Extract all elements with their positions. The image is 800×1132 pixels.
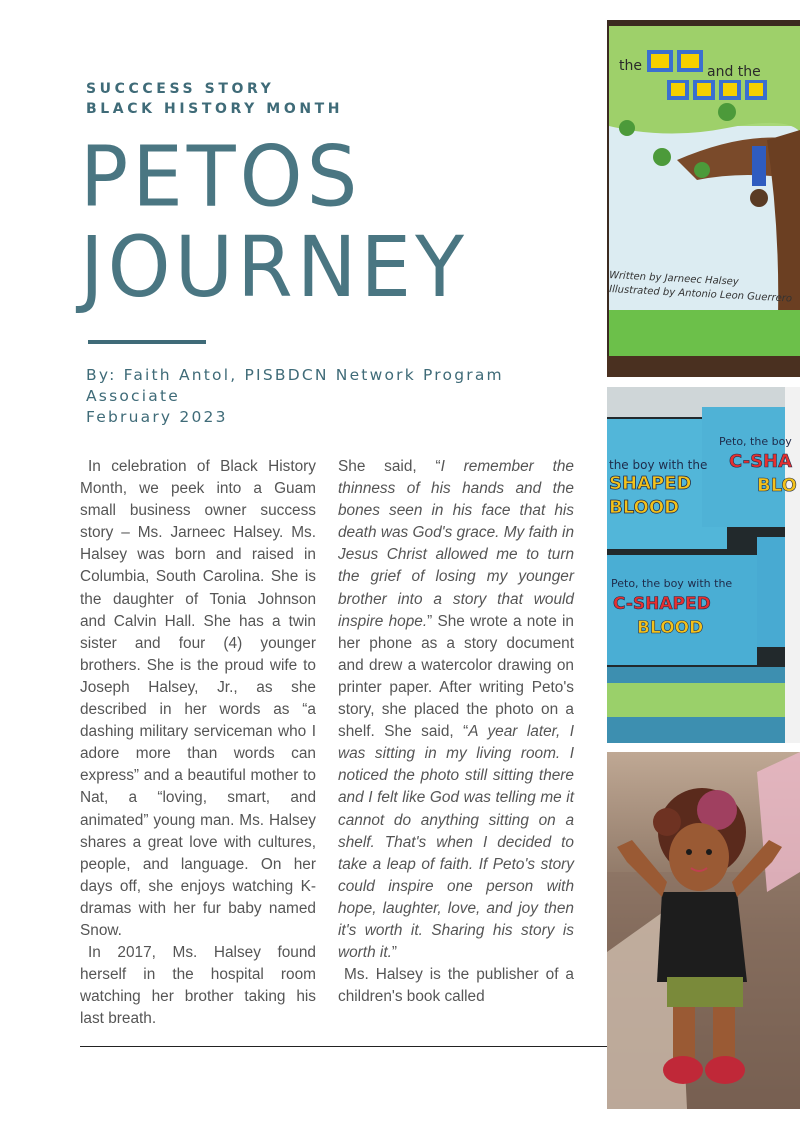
shelf-book-title-c: BLOOD [637, 618, 704, 638]
quote-2: A year later, I was sitting in my living room. I noticed the photo still sitting there and I felt like God was telling me it cannot do anything sitting on a shelf. That's when I decided to take a leap of faith. If Peto's story could inspire one person with hope, laughter, love, and joy then it's worth it. Sharing his story is worth it. [338, 723, 574, 962]
photo-books-on-shelf [607, 387, 800, 743]
byline-author-2: Associate [86, 387, 180, 405]
shelf-book-right-c: BLO [757, 475, 797, 496]
eyebrow-line-1: SUCCCESS STORY [86, 81, 275, 97]
byline-date: February 2023 [86, 408, 228, 426]
paragraph: In celebration of Black History Month, we peek into a Guam small business owner success story – Ms. Jarneec Halsey. Ms. Halsey was born and raised in Columbia, South Carolina. She is the daughter of Tonia Johnson and Calvin Hall. She has a twin sister and four (4) younger brothers. She is the proud wife to Joseph Halsey, Jr., as she described in her words as “a dashing military serviceman who I adore more than words can express” and a beautiful mother to Nat, a “loving, smart, and animated” young man. Ms. Halsey shares a great love with cultures, people, and language. On her days off, she enjoys watching K-dramas with her fur baby named Snow. [80, 458, 316, 939]
shelf-book-top-c: BLOOD [609, 497, 680, 518]
book-cover-title-a: the [619, 58, 642, 74]
byline [86, 365, 506, 428]
eyebrow-line-2: BLACK HISTORY MONTH [86, 101, 344, 117]
section-eyebrow [86, 79, 343, 119]
article-column-1 [80, 456, 316, 1030]
shelf-book-top-a: the boy with the [609, 458, 708, 472]
title-divider [88, 340, 206, 344]
text-span: ” [391, 944, 398, 962]
paragraph: Ms. Halsey is the publisher of a children's book called [338, 966, 574, 1006]
shelf-book-title-a: Peto, the boy with the [611, 577, 733, 590]
book-cover-credit-2: Illustrated by Antonio Leon Guerrero [608, 284, 793, 305]
footer-divider [80, 1046, 608, 1047]
book-cover-title-b: and the [707, 64, 761, 80]
paragraph-quotes [338, 456, 574, 964]
text-span: ” She wrote a note in her phone as a story document and drew a watercolor drawing on printer paper. After writing Peto's story, she placed the photo on a shelf. She said, “ [338, 612, 574, 741]
paragraph: In 2017, Ms. Halsey found herself in the hospital room watching her brother taking his last breath. [80, 944, 316, 1028]
text-span: She said, “ [338, 458, 441, 475]
book-cover-credit-1: Written by Jarneec Halsey [608, 270, 740, 288]
article-column-2 [338, 456, 574, 1008]
quote-1: I remember the thinness of his hands and the bones seen in his face that his death was God's grace. My faith in Jesus Christ allowed me to turn the grief of losing my younger brother into a story that would inspire hope. [338, 458, 574, 630]
shelf-book-top-b: SHAPED [609, 473, 692, 494]
page-title [80, 127, 600, 316]
shelf-book-right-a: Peto, the boy [719, 435, 792, 448]
byline-author-1: By: Faith Antol, PISBDCN Network Program [86, 366, 504, 384]
title-line-1: PETOS [80, 127, 362, 226]
photo-book-cover [607, 20, 800, 377]
shelf-book-right-b: C-SHA [729, 451, 793, 472]
title-line-2: JOURNEY [80, 218, 468, 316]
shelf-book-title-b: C-SHAPED [613, 594, 711, 614]
photo-crochet-doll [607, 752, 800, 1109]
